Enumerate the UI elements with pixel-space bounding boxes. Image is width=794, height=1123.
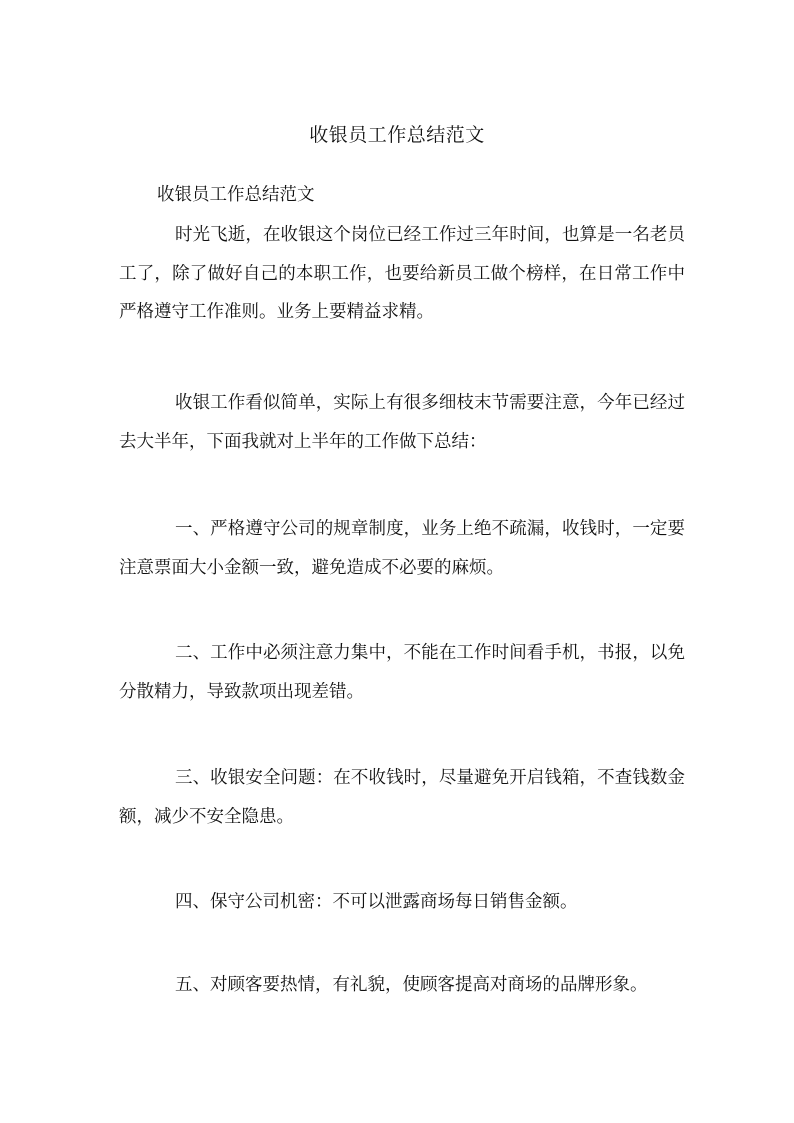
paragraph-summary-lead: 收银工作看似简单，实际上有很多细枝末节需要注意，今年已经过去大半年，下面我就对上半年的工作做下总结： xyxy=(119,393,685,452)
document-title: 收银员工作总结范文 xyxy=(309,124,485,146)
paragraph-point-1: 一、严格遵守公司的规章制度，业务上绝不疏漏，收钱时，一定要注意票面大小金额一致，避免造成不必要的麻烦。 xyxy=(119,519,685,578)
paragraph-point-3: 三、收银安全问题：在不收钱时，尽量避免开启钱箱，不查钱数金额，减少不安全隐患。 xyxy=(119,768,685,827)
paragraph-intro: 时光飞逝，在收银这个岗位已经工作过三年时间，也算是一名老员工了，除了做好自己的本职工作，也要给新员工做个榜样，在日常工作中严格遵守工作准则。业务上要精益求精。 xyxy=(119,225,685,322)
paragraph-point-4: 四、保守公司机密：不可以泄露商场每日销售金额。 xyxy=(175,892,578,912)
paragraph-point-5: 五、对顾客要热情，有礼貌，使顾客提高对商场的品牌形象。 xyxy=(175,975,648,995)
document-subtitle: 收银员工作总结范文 xyxy=(157,185,315,205)
paragraph-point-2: 二、工作中必须注意力集中，不能在工作时间看手机，书报，以免分散精力，导致款项出现差错。 xyxy=(119,643,685,702)
